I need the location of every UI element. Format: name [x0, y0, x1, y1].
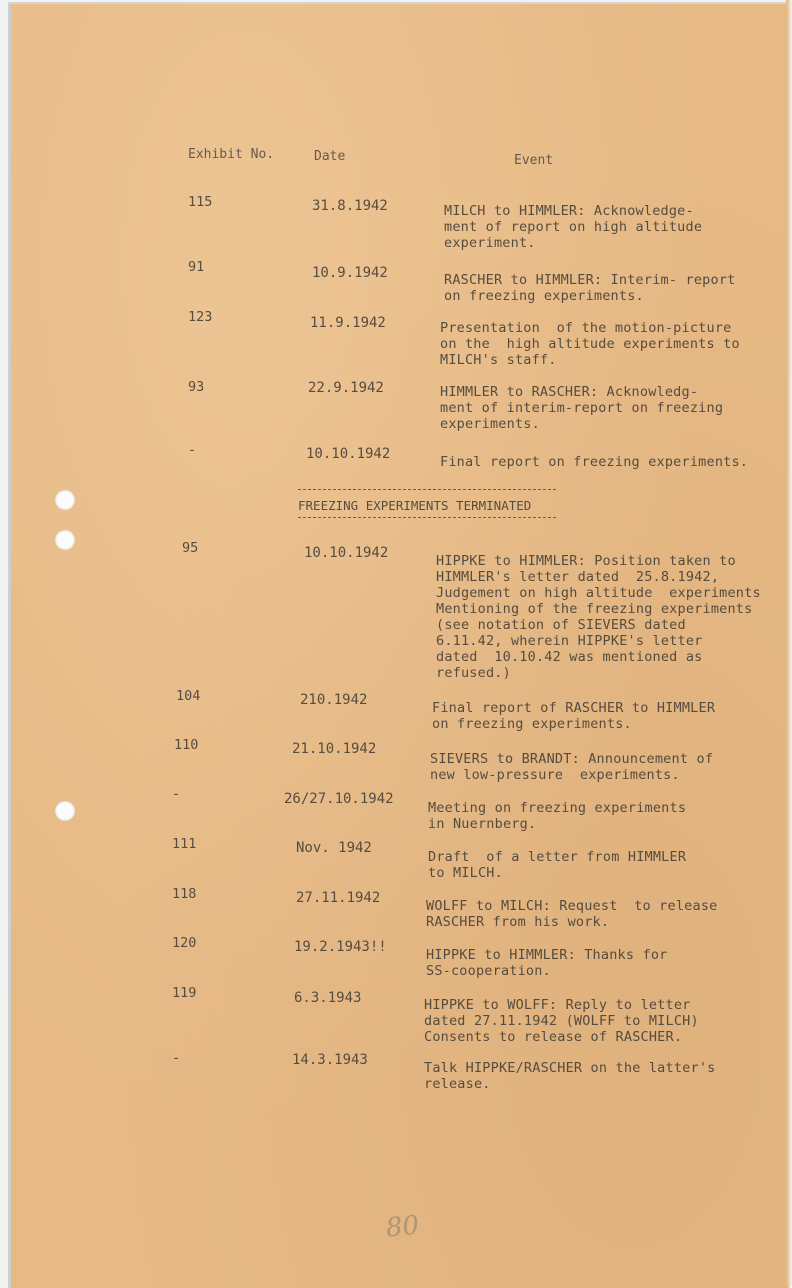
- row-event: Final report of RASCHER to HIMMLER on freezing experiments.: [432, 700, 716, 732]
- row-event: Presentation of the motion-picture on the high altitude experiments to MILCH's staff.: [440, 320, 740, 368]
- row-exhibit: 110: [174, 737, 199, 753]
- row-date: 10.9.1942: [312, 265, 388, 281]
- page-edge: [786, 0, 792, 1287]
- row-date: 27.11.1942: [296, 890, 381, 906]
- punch-hole: [55, 530, 75, 550]
- row-event: Talk HIPPKE/RASCHER on the latter's release.: [424, 1060, 716, 1092]
- row-event: Meeting on freezing experiments in Nuernberg.: [428, 800, 687, 832]
- row-event: MILCH to HIMMLER: Acknowledge- ment of report on high altitude experiment.: [444, 203, 703, 251]
- row-exhibit: 120: [172, 935, 197, 951]
- row-exhibit: -: [188, 442, 197, 458]
- section-rule-top: [298, 489, 556, 490]
- row-event: HIMMLER to RASCHER: Acknowledg- ment of interim-report on freezing experiments.: [440, 384, 724, 432]
- row-exhibit: 119: [172, 985, 197, 1001]
- row-event: HIPPKE to HIMMLER: Position taken to HIMMLER's letter dated 25.8.1942, Judgement on high altitude experiments Mentioning of the freezing experiments (see notation of SIEVERS dated 6.11.42, wherein HIPPKE's letter dated 10.10.42 was mentioned as refused.): [436, 553, 761, 681]
- row-date: Nov. 1942: [296, 840, 372, 856]
- row-date: 21.10.1942: [292, 741, 377, 757]
- row-exhibit: 123: [188, 309, 213, 325]
- punch-hole: [55, 490, 75, 510]
- row-exhibit: 104: [176, 688, 201, 704]
- row-event: Draft of a letter from HIMMLER to MILCH.: [428, 849, 687, 881]
- handwritten-page-number: 80: [384, 1210, 421, 1244]
- row-event: HIPPKE to WOLFF: Reply to letter dated 27.11.1942 (WOLFF to MILCH) Consents to release of RASCHER.: [424, 997, 699, 1045]
- row-exhibit: -: [172, 1050, 181, 1066]
- section-rule-bottom: [298, 517, 556, 518]
- header-date: Date: [314, 149, 346, 164]
- row-date: 10.10.1942: [306, 446, 391, 462]
- punch-hole: [55, 801, 75, 821]
- row-date: 31.8.1942: [312, 198, 388, 214]
- row-event: Final report on freezing experiments.: [440, 454, 749, 470]
- row-date: 14.3.1943: [292, 1052, 368, 1068]
- row-exhibit: 91: [188, 259, 205, 275]
- row-exhibit: 118: [172, 886, 197, 902]
- row-exhibit: 93: [188, 379, 205, 395]
- row-exhibit: 115: [188, 194, 213, 210]
- row-date: 210.1942: [300, 692, 368, 708]
- row-event: RASCHER to HIMMLER: Interim- report on freezing experiments.: [444, 272, 736, 304]
- row-exhibit: 95: [182, 540, 199, 556]
- row-event: SIEVERS to BRANDT: Announcement of new low-pressure experiments.: [430, 751, 714, 783]
- section-heading: FREEZING EXPERIMENTS TERMINATED: [298, 498, 532, 513]
- row-date: 22.9.1942: [308, 380, 384, 396]
- row-event: HIPPKE to HIMMLER: Thanks for SS-cooperation.: [426, 947, 668, 979]
- row-exhibit: -: [172, 786, 181, 802]
- row-exhibit: 111: [172, 836, 197, 852]
- row-date: 11.9.1942: [310, 315, 386, 331]
- header-exhibit-no: Exhibit No.: [188, 147, 275, 162]
- row-date: 6.3.1943: [294, 990, 362, 1006]
- row-date: 10.10.1942: [304, 545, 389, 561]
- row-date: 26/27.10.1942: [284, 791, 394, 807]
- row-date: 19.2.1943!!: [294, 939, 387, 955]
- row-event: WOLFF to MILCH: Request to release RASCHER from his work.: [426, 898, 718, 930]
- header-event: Event: [514, 153, 554, 168]
